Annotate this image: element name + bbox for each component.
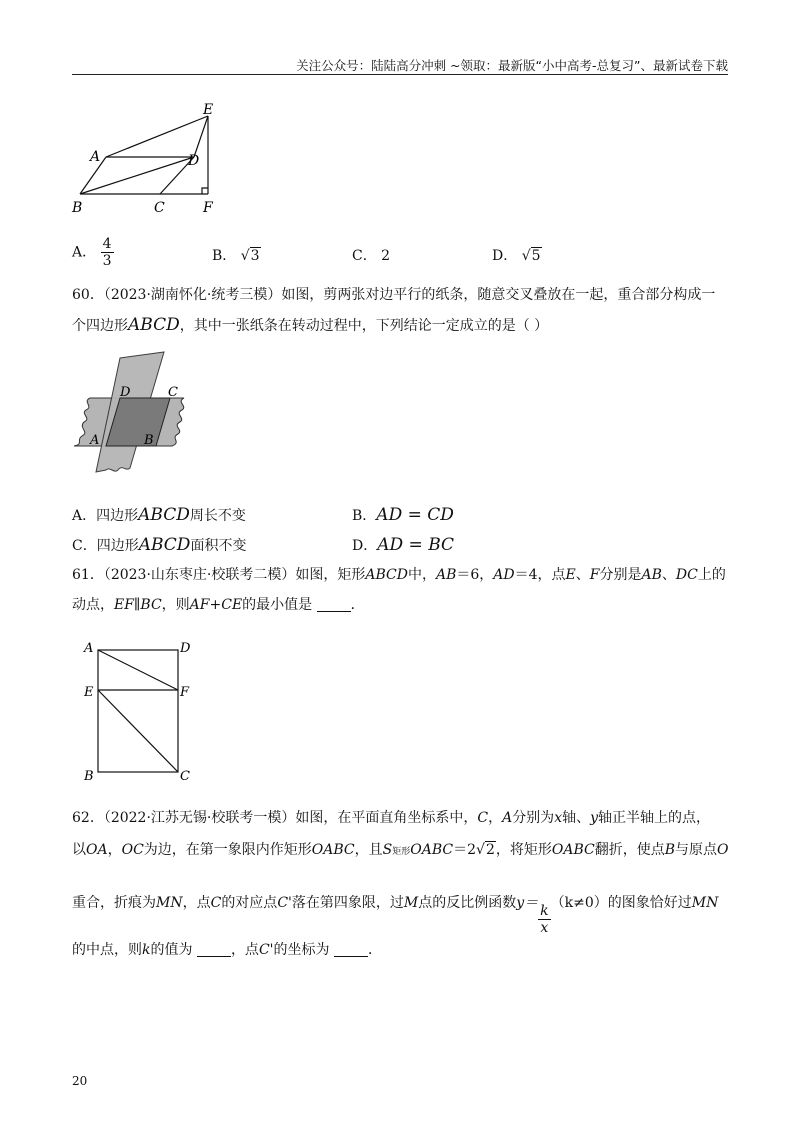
q62-line2: 以OA，OC为边，在第一象限内作矩形OABC，且S矩形OABC＝2√2，将矩形OABC翻折，使点B与原点O bbox=[72, 842, 729, 858]
q60-option-d[interactable]: D．AD = BC bbox=[352, 535, 455, 555]
label-C: C bbox=[154, 200, 165, 216]
answer-blank-q62-coord[interactable] bbox=[334, 942, 368, 957]
label-A: A bbox=[90, 149, 101, 165]
label-C: C bbox=[180, 769, 190, 784]
q60-option-a[interactable]: A．四边形ABCD周长不变 bbox=[72, 505, 246, 525]
segment-EC bbox=[98, 690, 178, 772]
rectangle-abcd bbox=[98, 650, 178, 772]
answer-blank-q61[interactable] bbox=[317, 597, 351, 612]
segment-AE bbox=[106, 116, 208, 157]
page-number: 20 bbox=[72, 1074, 88, 1088]
label-B: B bbox=[84, 769, 94, 784]
q60-option-b[interactable]: B．AD = CD bbox=[352, 505, 454, 525]
segment-DE bbox=[194, 116, 208, 157]
right-angle-mark bbox=[202, 188, 208, 194]
q60-line2: 个四边形ABCD，其中一张纸条在转动过程中，下列结论一定成立的是（ ） bbox=[72, 315, 549, 335]
label-A: A bbox=[90, 433, 100, 448]
q61-line1: 61．（2023·山东枣庄·校联考二模）如图，矩形ABCD中，AB＝6，AD＝4，点E、F分别是AB、DC上的 bbox=[72, 567, 726, 583]
figure-q59 bbox=[68, 100, 228, 218]
figure-q61 bbox=[80, 636, 200, 784]
label-B: B bbox=[144, 433, 154, 448]
label-E: E bbox=[84, 685, 94, 700]
q62-line3: 重合，折痕为MN，点C的对应点C'落在第四象限，过M点的反比例函数y＝ $\frac{k}{x}$ （k≠0）的图象恰好过MN bbox=[72, 895, 719, 936]
sqrt-5: √5 bbox=[521, 248, 541, 264]
sqrt-3: √3 bbox=[240, 248, 260, 264]
label-F: F bbox=[180, 685, 190, 700]
option-d[interactable]: D． √5 bbox=[492, 248, 541, 264]
label-F: F bbox=[203, 200, 213, 216]
answer-blank-q62-k[interactable] bbox=[197, 942, 231, 957]
q60-option-c[interactable]: C．四边形ABCD面积不变 bbox=[72, 535, 247, 555]
fraction-4-3: $\frac{4}{3}$ bbox=[102, 236, 112, 269]
q60-line1: 60．（2023·湖南怀化·统考三模）如图，剪两张对边平行的纸条，随意交叉叠放在一起，重合部分构成一 bbox=[72, 287, 716, 303]
label-E: E bbox=[203, 102, 214, 118]
figure-q60 bbox=[72, 350, 202, 475]
label-C: C bbox=[168, 385, 178, 400]
page-header: 关注公众号：陆陆高分冲刺 ~领取：最新版“小中高考-总复习”、最新试卷下载 bbox=[296, 58, 728, 73]
q62-line4: 的中点，则k的值为 ，点C'的坐标为 ． bbox=[72, 942, 382, 958]
label-D: D bbox=[180, 641, 191, 656]
segment-AF bbox=[98, 650, 178, 690]
q62-line1: 62．（2022·江苏无锡·校联考一模）如图，在平面直角坐标系中，C，A分别为x轴、y轴正半轴上的点， bbox=[72, 810, 711, 826]
option-c[interactable]: C． 2 bbox=[352, 248, 391, 264]
q61-line2: 动点，EF∥BC，则AF+CE的最小值是 ． bbox=[72, 597, 365, 613]
sqrt-2: √2 bbox=[476, 842, 495, 858]
label-D: D bbox=[120, 385, 131, 400]
label-B: B bbox=[72, 200, 83, 216]
fraction-k-x: $\frac{k}{x}$ bbox=[540, 903, 549, 936]
header-divider bbox=[72, 74, 728, 75]
label-D: D bbox=[188, 153, 200, 169]
label-A: A bbox=[84, 641, 94, 656]
option-a[interactable]: A． $\frac{4}{3}$ bbox=[72, 236, 112, 269]
option-b[interactable]: B． √3 bbox=[212, 248, 260, 264]
